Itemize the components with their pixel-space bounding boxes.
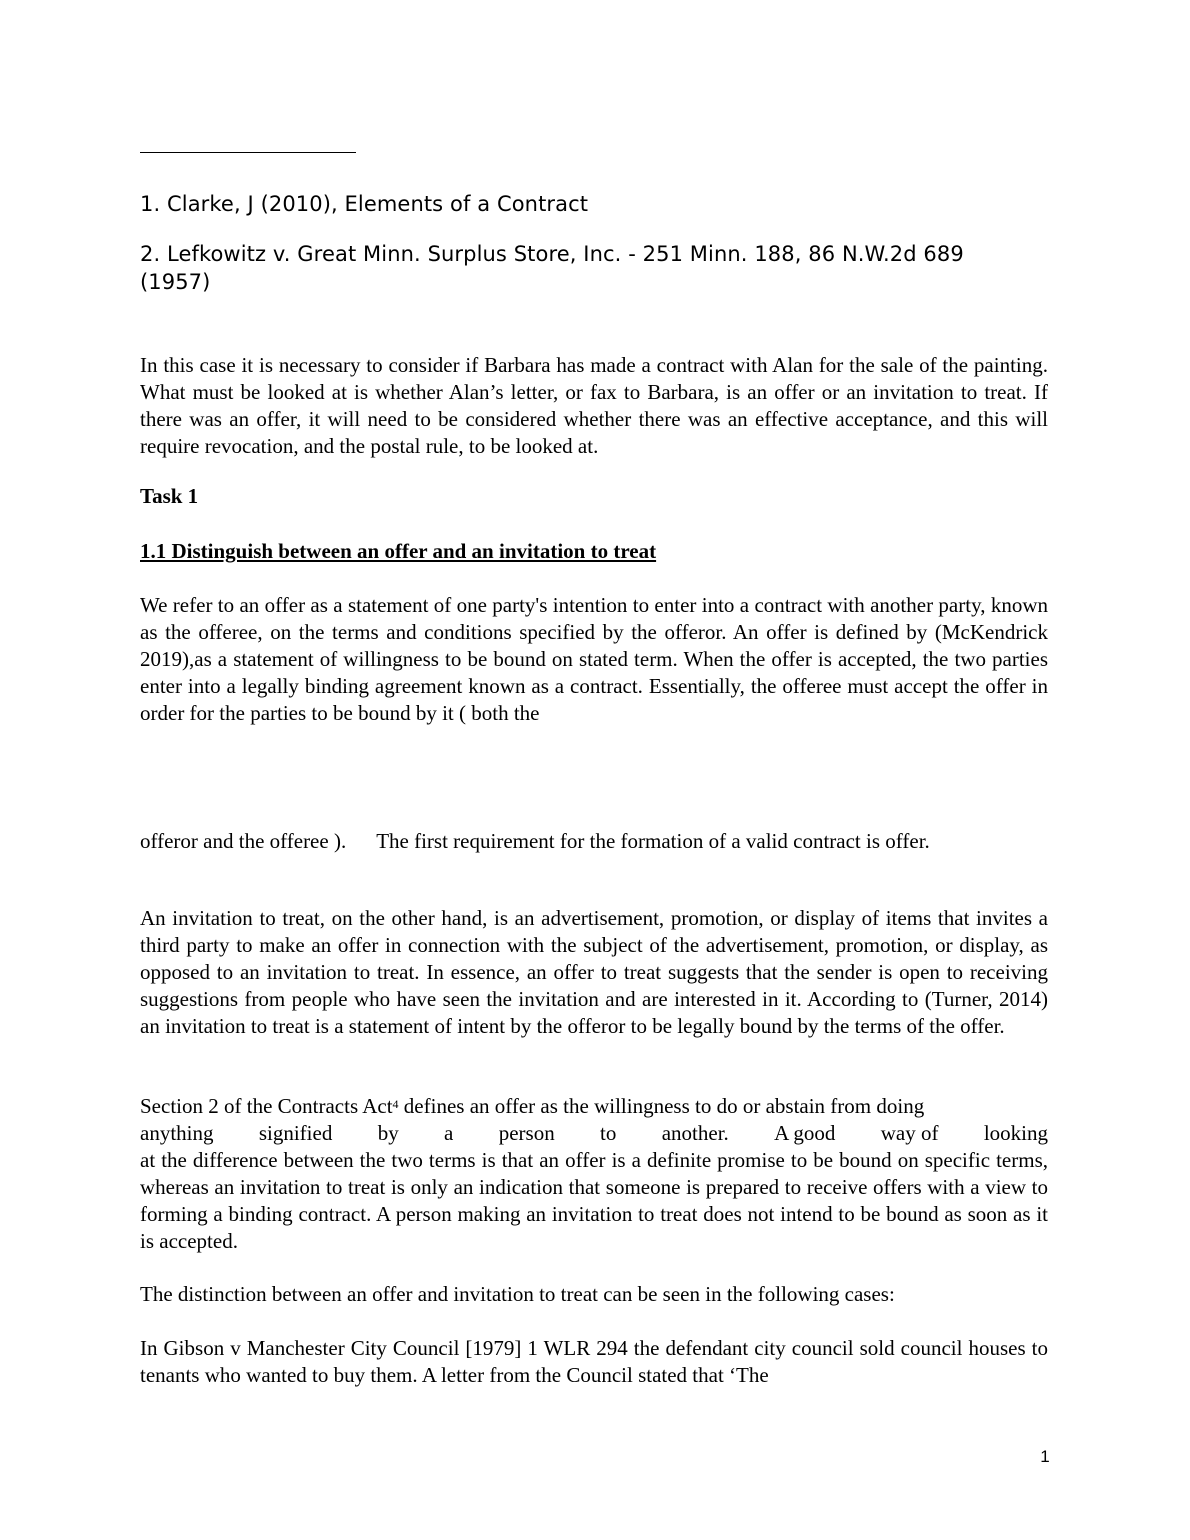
- footnote-ref-4[interactable]: 4: [392, 1097, 399, 1111]
- word: anything: [140, 1121, 214, 1145]
- distinction-paragraph: The distinction between an offer and invitation to treat can be seen in the following cases:: [140, 1282, 895, 1306]
- word: a: [444, 1121, 454, 1145]
- footnote-separator: [140, 152, 356, 153]
- page-number: 1: [1040, 1447, 1050, 1466]
- section2-paragraph: [140, 1093, 1048, 1255]
- word: way of: [880, 1121, 939, 1145]
- section2-rest: at the difference between the two terms is that an offer is a definite promise to be bound on specific terms, whereas an invitation to treat is only an indication that someone is prepared to receive offers with a view to forming a binding contract. A person making an invitation to treat does not intend to be bound as soon as it is accepted.: [140, 1148, 1048, 1253]
- invitation-paragraph: An invitation to treat, on the other hand, is an advertisement, promotion, or display of items that invites a third party to make an offer in connection with the subject of the advertisement, promotion, or display, as opposed to an invitation to treat. In essence, an offer to treat suggests that the sender is open to receiving suggestions from people who have seen the invitation and are interested in it. According to (Turner, 2014) an invitation to treat is a statement of intent by the offeror to be legally bound by the terms of the offer.: [140, 906, 1048, 1038]
- section-heading: 1.1 Distinguish between an offer and an invitation to treat: [140, 539, 657, 563]
- word: by: [377, 1121, 399, 1145]
- word: looking: [983, 1121, 1048, 1145]
- word: person: [498, 1121, 555, 1145]
- footnote-1: 1. Clarke, J (2010), Elements of a Contract: [140, 192, 589, 216]
- offer-paragraph-continuation: [140, 828, 1048, 855]
- offer-continuation-a: offeror and the offeree ).: [140, 829, 347, 853]
- section2-line1: [140, 1093, 1048, 1120]
- word: A good: [774, 1121, 836, 1145]
- section2-line1-start: Section 2 of the Contracts Act: [140, 1094, 393, 1118]
- task-title: Task 1: [140, 484, 199, 508]
- offer-continuation-b: The first requirement for the formation of a valid contract is offer.: [376, 829, 930, 853]
- section2-line1-end: defines an offer as the willingness to do or abstain from doing: [398, 1094, 925, 1118]
- word: to: [600, 1121, 617, 1145]
- word: signified: [258, 1121, 333, 1145]
- intro-paragraph: In this case it is necessary to consider if Barbara has made a contract with Alan for the sale of the painting. What must be looked at is whether Alan’s letter, or fax to Barbara, is an offer or an invitation to treat. If there was an offer, it will need to be considered whether there was an effective acceptance, and this will require revocation, and the postal rule, to be looked at.: [140, 353, 1048, 458]
- section2-line2: [140, 1120, 1048, 1147]
- gibson-paragraph: In Gibson v Manchester City Council [1979] 1 WLR 294 the defendant city council sold council houses to tenants who wanted to buy them. A letter from the Council stated that ‘The: [140, 1336, 1048, 1387]
- offer-paragraph: We refer to an offer as a statement of one party's intention to enter into a contract with another party, known as the offeree, on the terms and conditions specified by the offeror. An offer is defined by (McKendrick 2019),as a statement of willingness to be bound on stated term. When the offer is accepted, the two parties enter into a legally binding agreement known as a contract. Essentially, the offeree must accept the offer in order for the parties to be bound by it ( both the: [140, 593, 1048, 725]
- word: another.: [661, 1121, 729, 1145]
- footnote-2: 2. Lefkowitz v. Great Minn. Surplus Store, Inc. - 251 Minn. 188, 86 N.W.2d 689 (1957): [140, 242, 964, 294]
